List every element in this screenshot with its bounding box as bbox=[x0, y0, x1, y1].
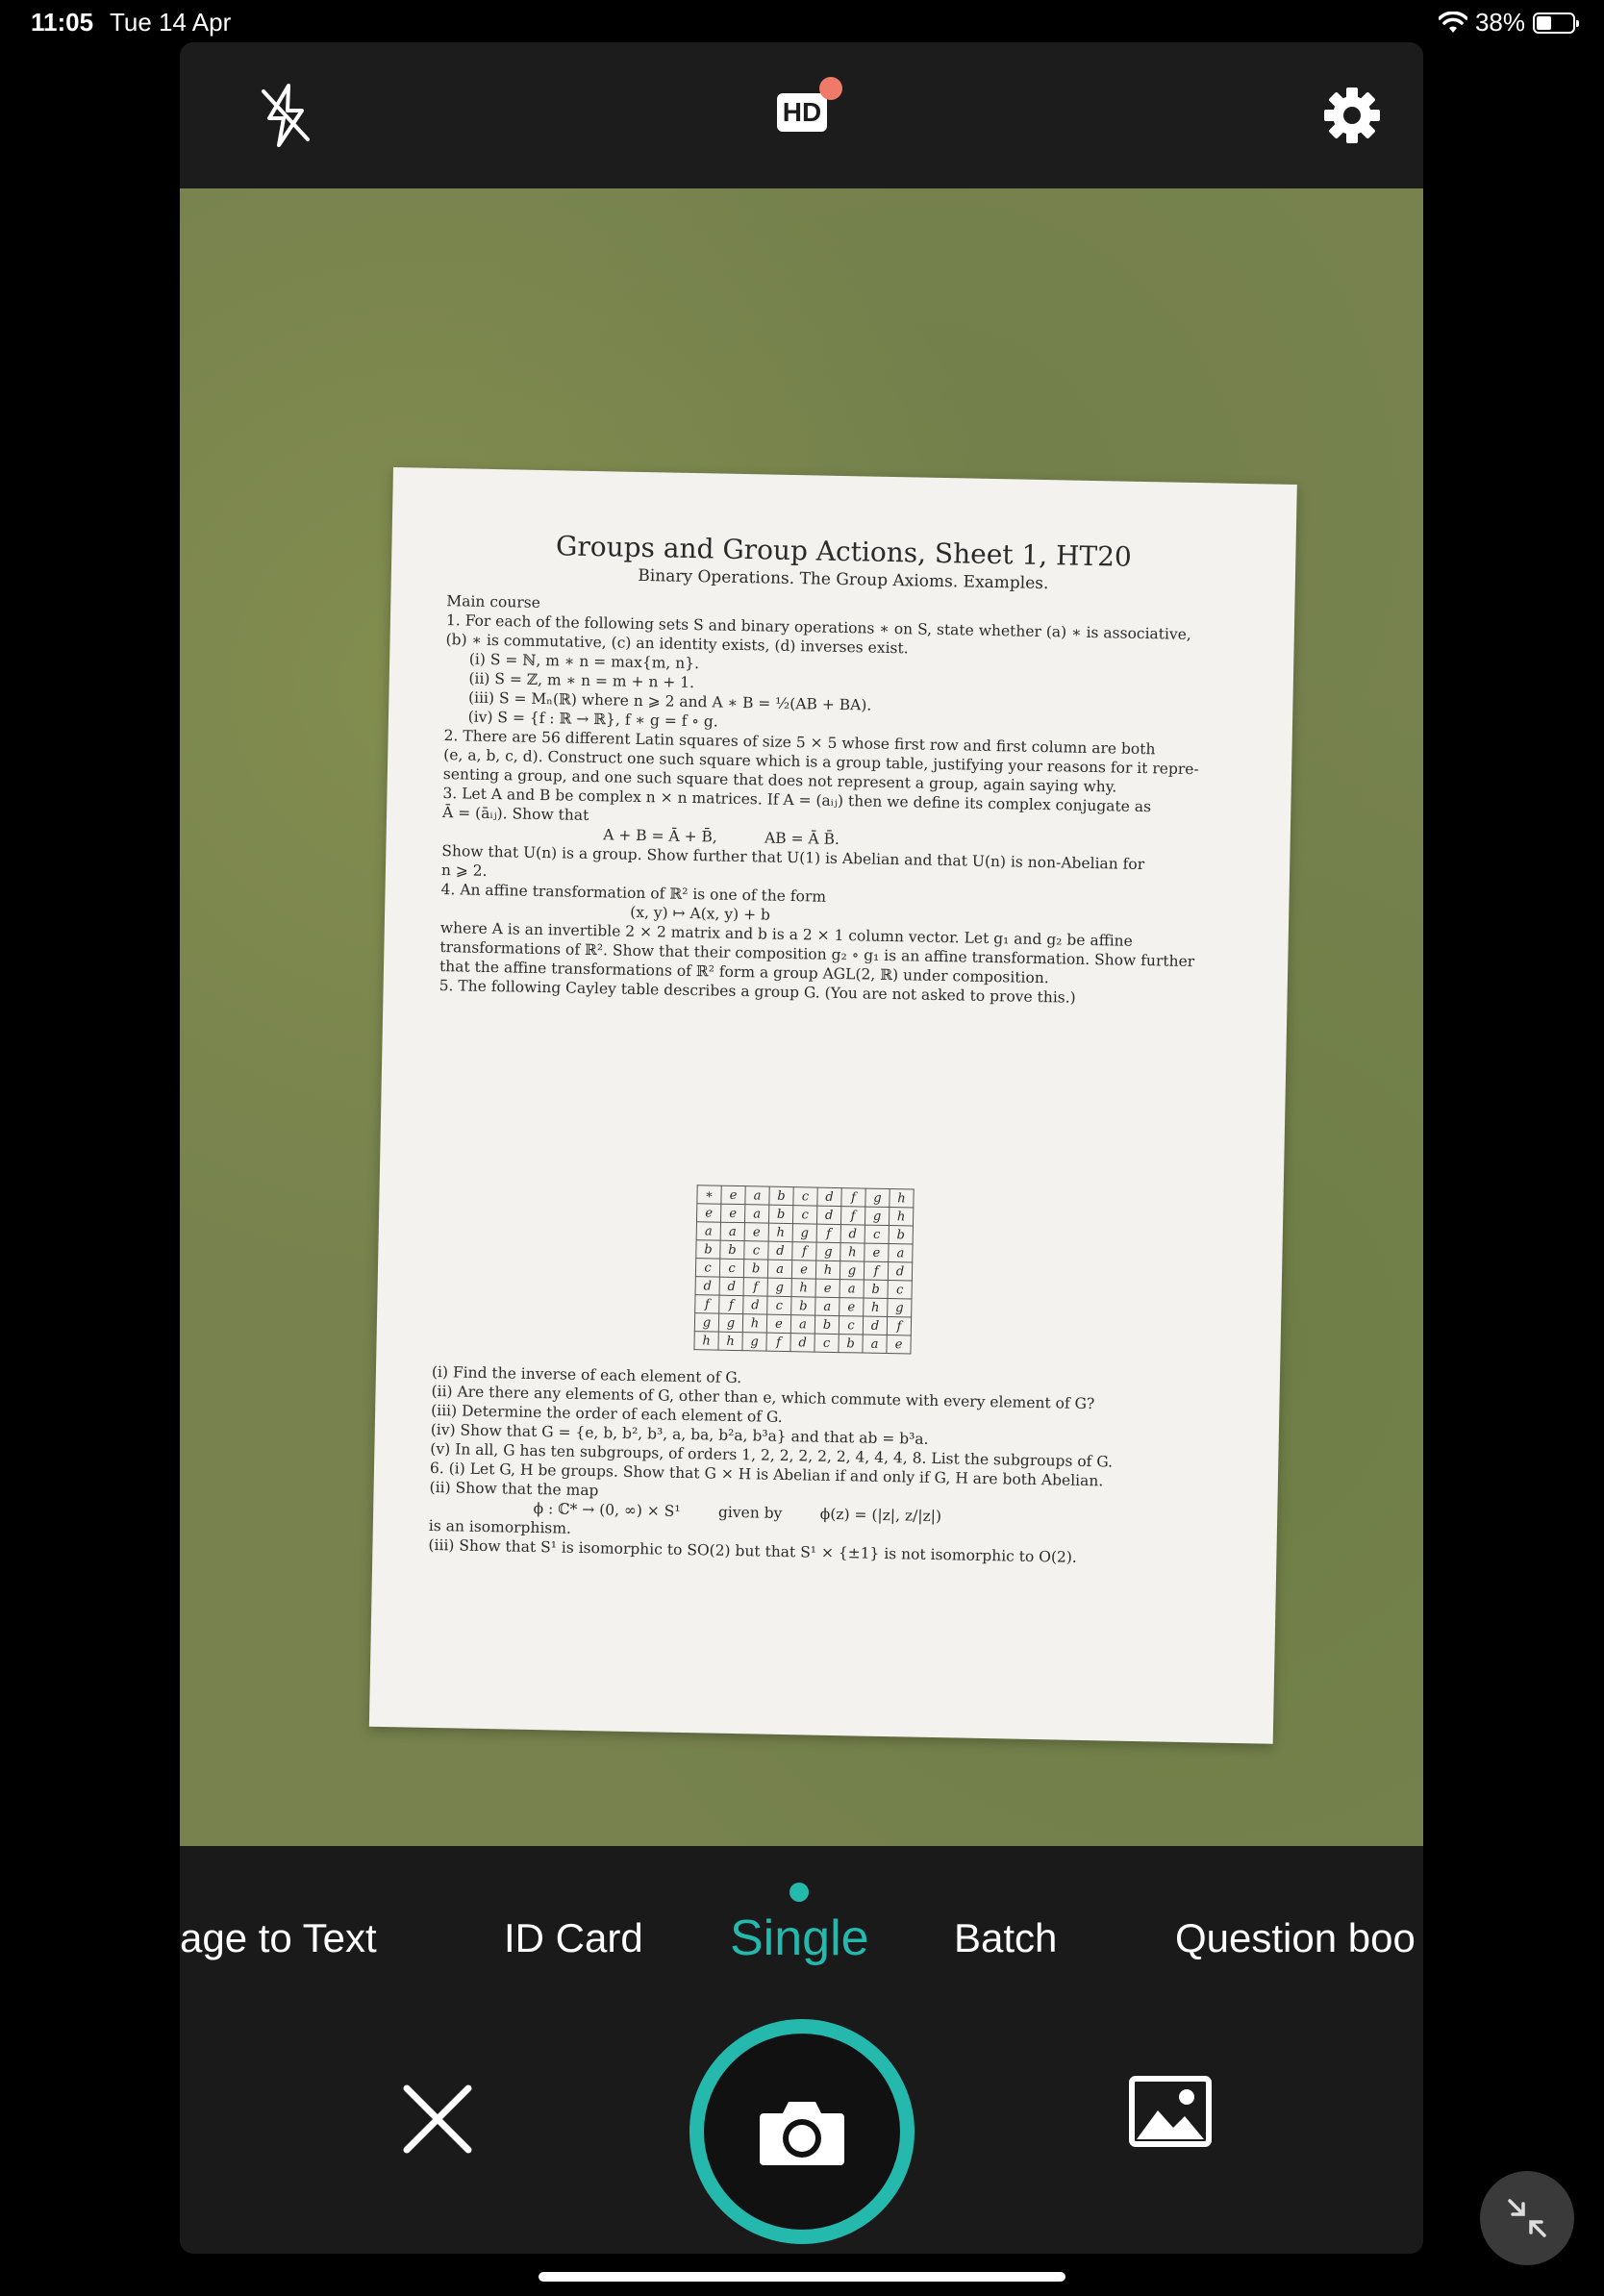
cayley-cell: e bbox=[721, 1185, 745, 1204]
document-body: Main course 1. For each of the following sets S and binary operations ∗ on S, state whether (a) ∗ is associative, (b) ∗ is commutative, (c) an identity exists, (d) inverses exist. (i) S = ℕ, m ∗ n = max{m, n}. (ii) S = ℤ, m ∗ n = m + n + 1. (iii) S = Mₙ(ℝ) where n ⩾ 2 and A ∗ B = ½(AB + BA). (iv) S = {f : ℝ → ℝ}, f ∗ g = f ∘ g. 2. There are 56 different Latin squares of size 5 × 5 whose first row and first column are both (e, a, b, c, d). Construct one such square which is a group table, justifying your reasons for it repre- senting a group, and one such square that does not represent a group, again saying why. 3. Let A and B be complex n × n matrices. If A = (aᵢⱼ) then we define its complex conjugate as Ā = (āᵢⱼ). Show that A + B = Ā + B̄, AB = Ā B̄. Show that U(n) is a group. Show further that U(1) is Abelian and that U(n) is non-Abelian for n ⩾ 2. 4. An affine transformation of ℝ² is one of the form (x, y) ↦ A(x, y) + b where A is an invertible 2 × 2 matrix and b is a 2 × 1 column vector. Let g₁ and g₂ be affine transformations of ℝ². Show that their composition g₂ ∘ g₁ is an affine transformation. Show further that the affine transformations of ℝ² form a group AGL(2, ℝ) under composition. 5. The following Cayley table describes a group G. (You are not asked to prove this.) bbox=[439, 592, 1199, 1007]
cayley-cell: a bbox=[744, 1205, 768, 1223]
cayley-cell: d bbox=[719, 1277, 743, 1295]
document-subtitle: Binary Operations. The Group Axioms. Examples. bbox=[638, 565, 1049, 594]
hd-toggle-button[interactable] bbox=[771, 85, 833, 140]
cayley-cell: f bbox=[816, 1224, 840, 1242]
mode-single[interactable]: Single bbox=[730, 1910, 869, 1966]
document-title: Groups and Group Actions, Sheet 1, HT20 bbox=[555, 530, 1133, 573]
cayley-cell: h bbox=[742, 1314, 766, 1333]
cayley-cell: f bbox=[719, 1295, 743, 1313]
shutter-button[interactable] bbox=[689, 2019, 915, 2244]
cayley-cell: h bbox=[791, 1279, 815, 1297]
gallery-icon bbox=[1129, 2076, 1212, 2147]
cayley-cell: c bbox=[839, 1316, 863, 1335]
cayley-cell: g bbox=[840, 1261, 864, 1280]
gallery-button[interactable] bbox=[1127, 2073, 1214, 2150]
cayley-cell: f bbox=[743, 1278, 767, 1296]
cayley-cell: c bbox=[865, 1225, 889, 1243]
cayley-cell: b bbox=[791, 1297, 815, 1315]
cayley-cell: d bbox=[816, 1206, 840, 1224]
cayley-cell: b bbox=[743, 1260, 767, 1278]
cayley-cell: e bbox=[840, 1298, 864, 1316]
cayley-cell: f bbox=[792, 1242, 816, 1260]
cayley-cell: c bbox=[793, 1187, 817, 1206]
flash-toggle-button[interactable] bbox=[257, 81, 314, 150]
cayley-cell: g bbox=[865, 1207, 889, 1225]
cayley-cell: a bbox=[815, 1297, 840, 1315]
cayley-cell: h bbox=[890, 1189, 914, 1208]
cayley-cell: d bbox=[863, 1316, 887, 1335]
cayley-cell: b bbox=[768, 1205, 792, 1223]
collapse-arrows-icon bbox=[1504, 2195, 1550, 2241]
cayley-cell: b bbox=[720, 1240, 744, 1259]
camera-viewfinder[interactable] bbox=[180, 188, 1423, 1846]
mode-image-to-text[interactable]: age to Text bbox=[180, 1915, 377, 1960]
cayley-cell: a bbox=[767, 1260, 791, 1278]
mode-id-card[interactable]: ID Card bbox=[504, 1915, 643, 1960]
collapse-button[interactable] bbox=[1480, 2171, 1574, 2265]
cayley-cell: c bbox=[744, 1241, 768, 1260]
cayley-cell: h bbox=[694, 1332, 718, 1350]
cayley-cell: b bbox=[839, 1335, 863, 1353]
settings-button[interactable] bbox=[1321, 85, 1383, 146]
close-icon bbox=[401, 2083, 474, 2156]
cayley-cell: c bbox=[767, 1296, 791, 1314]
cayley-cell: h bbox=[815, 1260, 840, 1279]
cayley-cell: a bbox=[745, 1186, 769, 1205]
battery-percent: 38% bbox=[1474, 8, 1525, 37]
cayley-cell: e bbox=[744, 1223, 768, 1241]
cayley-cell: b bbox=[769, 1186, 793, 1205]
cayley-cell: ∗ bbox=[697, 1185, 721, 1204]
cayley-cell: d bbox=[840, 1225, 865, 1243]
cayley-cell: a bbox=[863, 1335, 887, 1353]
cayley-cell: f bbox=[864, 1261, 888, 1280]
cayley-cell: d bbox=[888, 1262, 912, 1281]
cayley-cell: a bbox=[840, 1280, 864, 1298]
gear-icon bbox=[1322, 86, 1382, 145]
cayley-cell: b bbox=[815, 1315, 839, 1334]
cayley-cell: b bbox=[864, 1280, 888, 1298]
cayley-cell: g bbox=[865, 1188, 890, 1207]
cayley-cell: h bbox=[718, 1332, 742, 1350]
cayley-cell: c bbox=[695, 1259, 719, 1277]
cayley-cell: g bbox=[694, 1313, 718, 1332]
status-time: 11:05 bbox=[31, 8, 94, 37]
active-mode-indicator bbox=[789, 1883, 809, 1902]
cayley-cell: a bbox=[889, 1244, 913, 1262]
cayley-cell: h bbox=[864, 1298, 888, 1316]
status-date: Tue 14 Apr bbox=[110, 8, 232, 37]
hd-label: HD bbox=[777, 93, 827, 132]
flash-off-icon bbox=[258, 82, 313, 149]
cayley-cell: f bbox=[766, 1333, 790, 1351]
cayley-cell: h bbox=[889, 1208, 913, 1226]
cayley-cell: f bbox=[695, 1295, 719, 1313]
cayley-table bbox=[693, 1185, 914, 1354]
close-button[interactable] bbox=[391, 2073, 484, 2165]
cayley-cell: e bbox=[815, 1279, 840, 1297]
cayley-cell: a bbox=[790, 1315, 815, 1334]
cayley-cell: c bbox=[888, 1281, 912, 1299]
cayley-cell: b bbox=[696, 1240, 720, 1259]
cayley-cell: g bbox=[767, 1278, 791, 1296]
cayley-cell: f bbox=[887, 1317, 911, 1335]
camera-top-bar bbox=[180, 42, 1423, 188]
cayley-cell: d bbox=[817, 1187, 841, 1206]
cayley-cell: f bbox=[841, 1188, 865, 1207]
cayley-cell: e bbox=[720, 1204, 744, 1222]
cayley-row bbox=[694, 1332, 911, 1354]
cayley-cell: c bbox=[815, 1334, 839, 1352]
cayley-cell: d bbox=[790, 1334, 815, 1352]
camera-panel bbox=[180, 42, 1423, 2254]
cayley-cell: g bbox=[718, 1313, 742, 1332]
cayley-cell: e bbox=[791, 1260, 815, 1279]
mode-question-book[interactable]: Question boo bbox=[1175, 1915, 1416, 1960]
cayley-cell: g bbox=[816, 1242, 840, 1260]
cayley-cell: h bbox=[840, 1243, 865, 1261]
scanned-document bbox=[369, 467, 1297, 1744]
cayley-cell: g bbox=[888, 1299, 912, 1317]
mode-batch[interactable]: Batch bbox=[954, 1915, 1058, 1960]
document-body-continued: (i) Find the inverse of each element of G. (ii) Are there any elements of G, other than e, which commute with every element of G? (iii) Determine the order of each element of G. (iv) Show that G = {e, b, b², b³, a, ba, b²a, b³a} and that ab = b³a. (v) In all, G has ten subgroups, of orders 1, 2, 2, 2, 2, 2, 4, 4, 4, 8. List the subgroups of G. 6. (i) Let G, H be groups. Show that G × H is Abelian if and only if G, H are both Abelian. (ii) Show that the map ϕ : ℂ* → (0, ∞) × S¹ given by ϕ(z) = (|z|, z/|z|) is an isomorphism. (iii) Show that S¹ is isomorphic to SO(2) but that S¹ × {±1} is not isomorphic to O(2). bbox=[428, 1362, 1114, 1566]
hd-notification-dot bbox=[819, 77, 842, 100]
status-right bbox=[1439, 8, 1575, 37]
cayley-cell: a bbox=[696, 1222, 720, 1240]
cayley-cell: e bbox=[766, 1314, 790, 1333]
cayley-cell: h bbox=[768, 1223, 792, 1241]
cayley-cell: e bbox=[887, 1335, 911, 1354]
cayley-cell: g bbox=[742, 1333, 766, 1351]
cayley-cell: g bbox=[792, 1224, 816, 1242]
cayley-cell: b bbox=[889, 1226, 913, 1244]
cayley-cell: a bbox=[720, 1222, 744, 1240]
status-bar bbox=[0, 0, 1604, 42]
camera-icon bbox=[758, 2096, 846, 2167]
cayley-cell: d bbox=[743, 1296, 767, 1314]
camera-controls bbox=[180, 2019, 1423, 2254]
home-indicator[interactable] bbox=[539, 2272, 1065, 2282]
battery-icon bbox=[1533, 12, 1575, 34]
cayley-cell: f bbox=[840, 1207, 865, 1225]
cayley-cell: e bbox=[696, 1204, 720, 1222]
cayley-cell: c bbox=[719, 1259, 743, 1277]
scan-mode-selector bbox=[180, 1846, 1423, 2019]
cayley-cell: c bbox=[792, 1206, 816, 1224]
wifi-icon bbox=[1439, 12, 1467, 35]
cayley-cell: d bbox=[695, 1277, 719, 1295]
cayley-cell: d bbox=[768, 1241, 792, 1260]
cayley-cell: e bbox=[865, 1243, 889, 1261]
